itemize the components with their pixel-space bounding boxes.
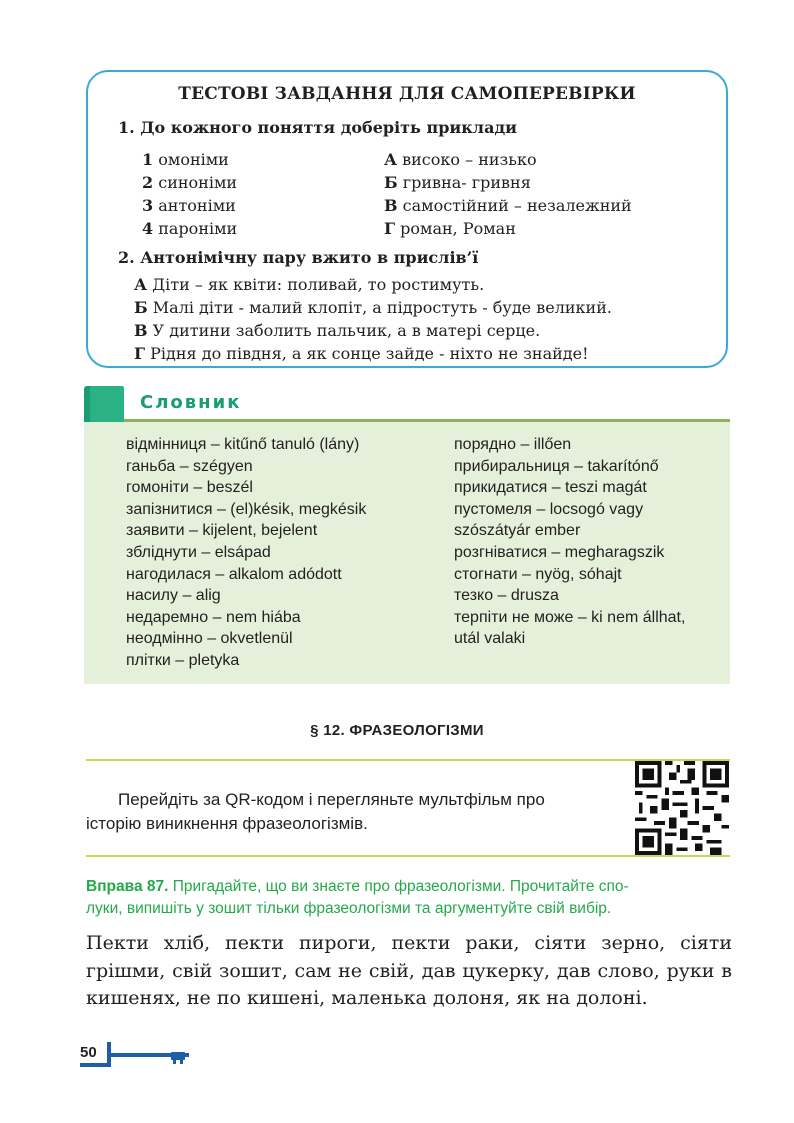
dictionary-header xyxy=(84,386,730,422)
q1-right-item: А високо – низько xyxy=(384,150,537,169)
exercise-87 xyxy=(86,876,732,920)
dictionary-entry: відмінниця – kitűnő tanuló (lány) xyxy=(126,436,360,453)
exercise-text: Пекти хліб, пекти пироги, пекти раки, сіяти зерно, сіяти грішми, свій зошит, сам не свій, дав цукерку, дав слово, руки в кишенях, не по кишені, маленька долоня, як на долоні. xyxy=(86,932,732,1009)
q1-right-item: Г роман, Роман xyxy=(384,219,516,238)
dictionary-entry: запізнитися – (el)késik, megkésik xyxy=(126,500,367,518)
dictionary-entry: заявити – kijelent, bejelent xyxy=(126,522,318,540)
q1-right-item: Б гривна- гривня xyxy=(384,173,531,192)
dictionary-entry: розгніватися – megharagszik xyxy=(454,543,665,561)
test-title: ТЕСТОВІ ЗАВДАННЯ ДЛЯ САМОПЕРЕВІРКИ xyxy=(178,84,636,104)
page-number-decoration xyxy=(80,1040,200,1080)
dictionary-entry: плітки – pletyka xyxy=(126,651,240,669)
qr-instruction-line: Перейдіть за QR-кодом і перегляньте мультфільм про xyxy=(118,790,545,809)
dictionary-column-2 xyxy=(454,434,685,650)
dictionary-entry: насилу – alig xyxy=(126,587,221,605)
q2-answer: А Діти – як квіти: поливай, то ростимуть. xyxy=(134,275,485,294)
self-check-test-box xyxy=(86,70,728,368)
dictionary-entry: порядно – illően xyxy=(454,436,572,453)
dictionary-box xyxy=(84,422,730,684)
dictionary-entry: прикидатися – teszi magát xyxy=(454,479,647,497)
dictionary-entry: пустомеля – locsogó vagy xyxy=(454,500,644,518)
q1-left-item: 4 пароніми xyxy=(142,219,238,238)
qr-code[interactable] xyxy=(635,761,729,855)
dictionary-entry: utál valaki xyxy=(454,630,526,648)
dictionary-entry: стогнати – nyög, sóhajt xyxy=(454,565,622,583)
q1-left-item: 3 антоніми xyxy=(142,196,236,215)
page-number: 50 xyxy=(80,1044,97,1061)
exercise-line: Вправа 87. Пригадайте, що ви знаєте про фразеологізми. Прочитайте спо- xyxy=(86,878,629,895)
dictionary-entry: нагодилася – alkalom adódott xyxy=(126,565,342,583)
exercise-line: луки, випишіть у зошит тільки фразеологізми та аргументуйте свій вибір. xyxy=(86,900,612,917)
dictionary-title: Словник xyxy=(140,392,242,413)
dictionary-entry: szószátyár ember xyxy=(454,522,581,540)
q2-answer: В У дитини заболить пальчик, а в матері серце. xyxy=(134,321,541,340)
q2-answer: Б Малі діти - малий клопіт, а підростуть - буде великий. xyxy=(134,298,612,317)
dictionary-entry: збліднути – elsápad xyxy=(126,543,271,561)
question-1-title: 1. До кожного поняття доберіть приклади xyxy=(118,118,517,137)
q1-left-item: 2 синоніми xyxy=(142,173,238,192)
exercise-label: Вправа 87. xyxy=(86,878,169,895)
dictionary-entry: ганьба – szégyen xyxy=(126,457,253,475)
q1-right-item: В самостійний – незалежний xyxy=(384,196,632,215)
dictionary-entry: терпіти не може – ki nem állhat, xyxy=(454,608,686,626)
qr-top-rule xyxy=(86,759,730,761)
dictionary-entry: недаремно – nem hiába xyxy=(126,608,301,626)
qr-bottom-rule xyxy=(86,855,730,857)
qr-instruction xyxy=(86,788,616,836)
section-title: § 12. ФРАЗЕОЛОГІЗМИ xyxy=(310,722,484,739)
dictionary-entry: гомоніти – beszél xyxy=(126,479,253,497)
question-2-title: 2. Антонімічну пару вжито в прислів’ї xyxy=(118,248,479,267)
q2-answer: Г Рідня до півдня, а як сонце зайде - ніхто не знайде! xyxy=(134,344,589,363)
dictionary-column-1 xyxy=(126,434,366,672)
dictionary-entry: тезко – drusza xyxy=(454,587,559,605)
q1-left-item: 1 омоніми xyxy=(142,150,229,169)
qr-instruction-line: історію виникнення фразеологізмів. xyxy=(86,814,368,833)
dictionary-entry: неодмінно – okvetlenül xyxy=(126,630,293,648)
dictionary-entry: прибиральниця – takarítónő xyxy=(454,457,659,475)
